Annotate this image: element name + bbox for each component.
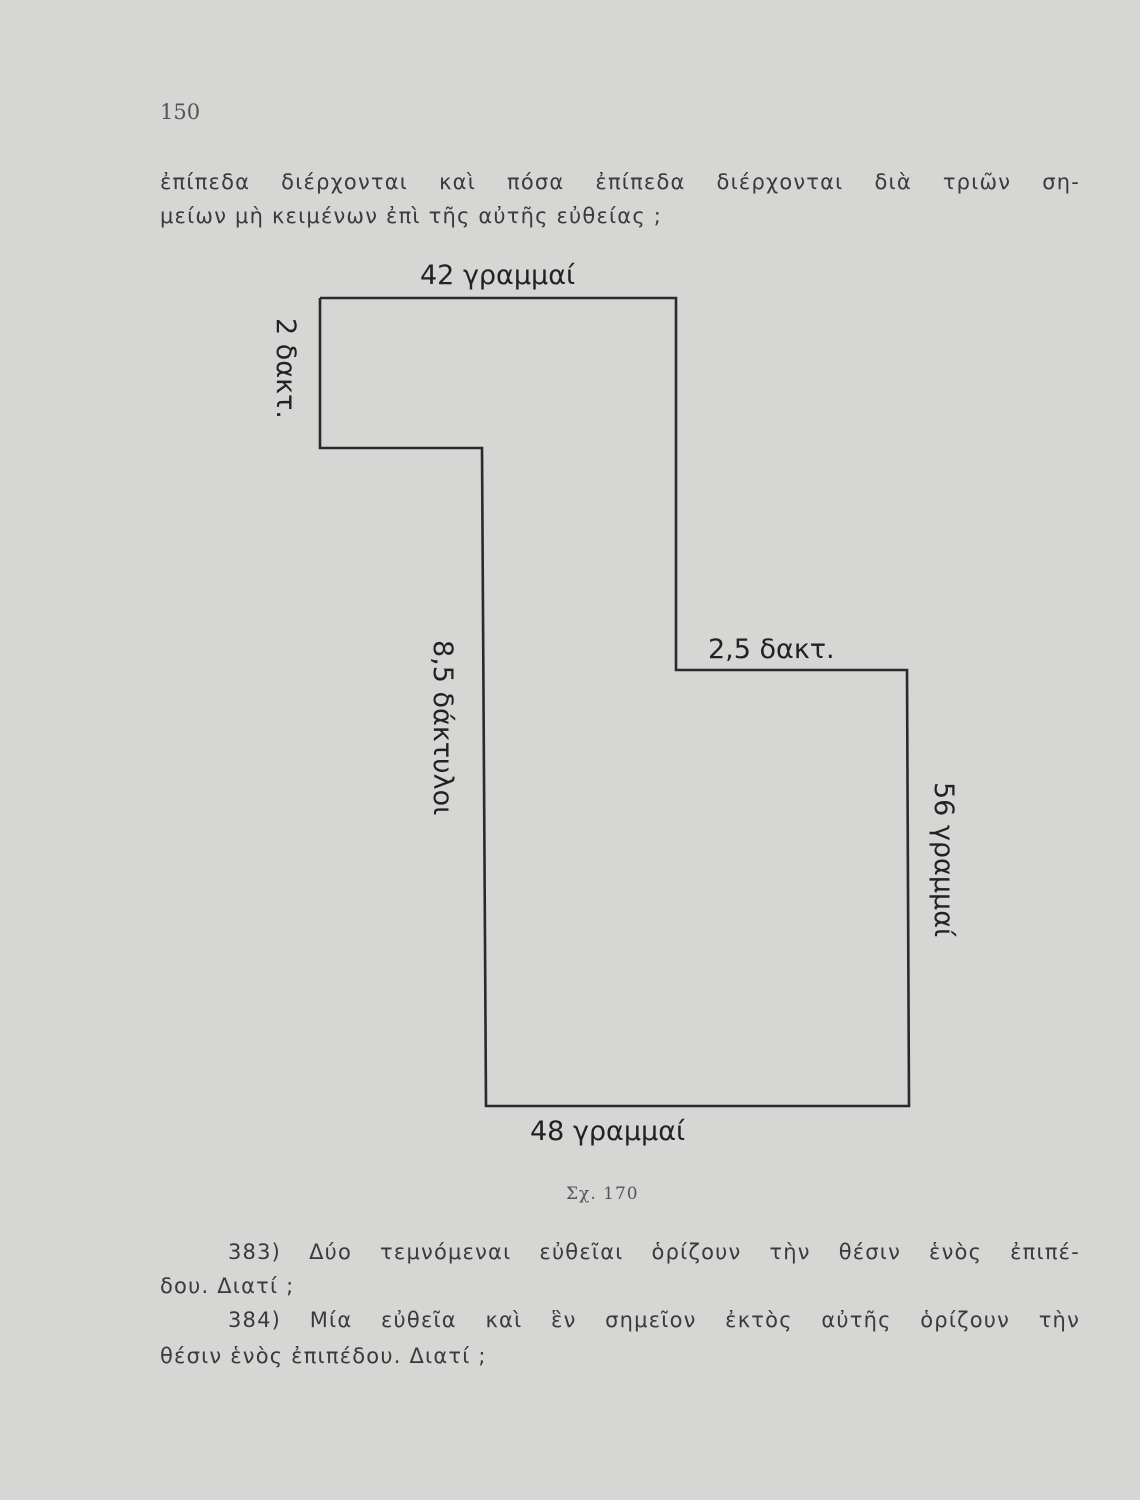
label-right: 56 γραμμαί bbox=[928, 782, 959, 938]
label-left-top: 2 δακτ. bbox=[270, 318, 301, 419]
question-384-line-2: θέσιν ἑνὸς ἐπιπέδου. Διατί ; bbox=[160, 1344, 487, 1368]
label-bottom: 48 γραμμαί bbox=[530, 1116, 686, 1147]
page-number: 150 bbox=[160, 100, 201, 124]
intro-text-line-1: ἐπίπεδα διέρχονται καὶ πόσα ἐπίπεδα διέρχονται διὰ τριῶν ση- bbox=[160, 170, 1080, 194]
question-384-line-1: 384) Μία εὐθεῖα καὶ ἓν σημεῖον ἐκτὸς αὐτῆς ὁρίζουν τὴν bbox=[228, 1308, 1080, 1332]
figure-caption: Σχ. 170 bbox=[566, 1184, 639, 1204]
question-383-line-2: δου. Διατί ; bbox=[160, 1274, 295, 1298]
intro-text-line-2: μείων μὴ κειμένων ἐπὶ τῆς αὐτῆς εὐθείας ; bbox=[160, 204, 663, 228]
label-left-long: 8,5 δάκτυλοι bbox=[427, 640, 458, 816]
label-step-middle: 2,5 δακτ. bbox=[708, 634, 835, 665]
stepped-outline bbox=[320, 298, 909, 1106]
label-top: 42 γραμμαί bbox=[420, 260, 576, 291]
question-383-line-1: 383) Δύο τεμνόμεναι εὐθεῖαι ὁρίζουν τὴν θέσιν ἑνὸς ἐπιπέ- bbox=[228, 1240, 1080, 1264]
